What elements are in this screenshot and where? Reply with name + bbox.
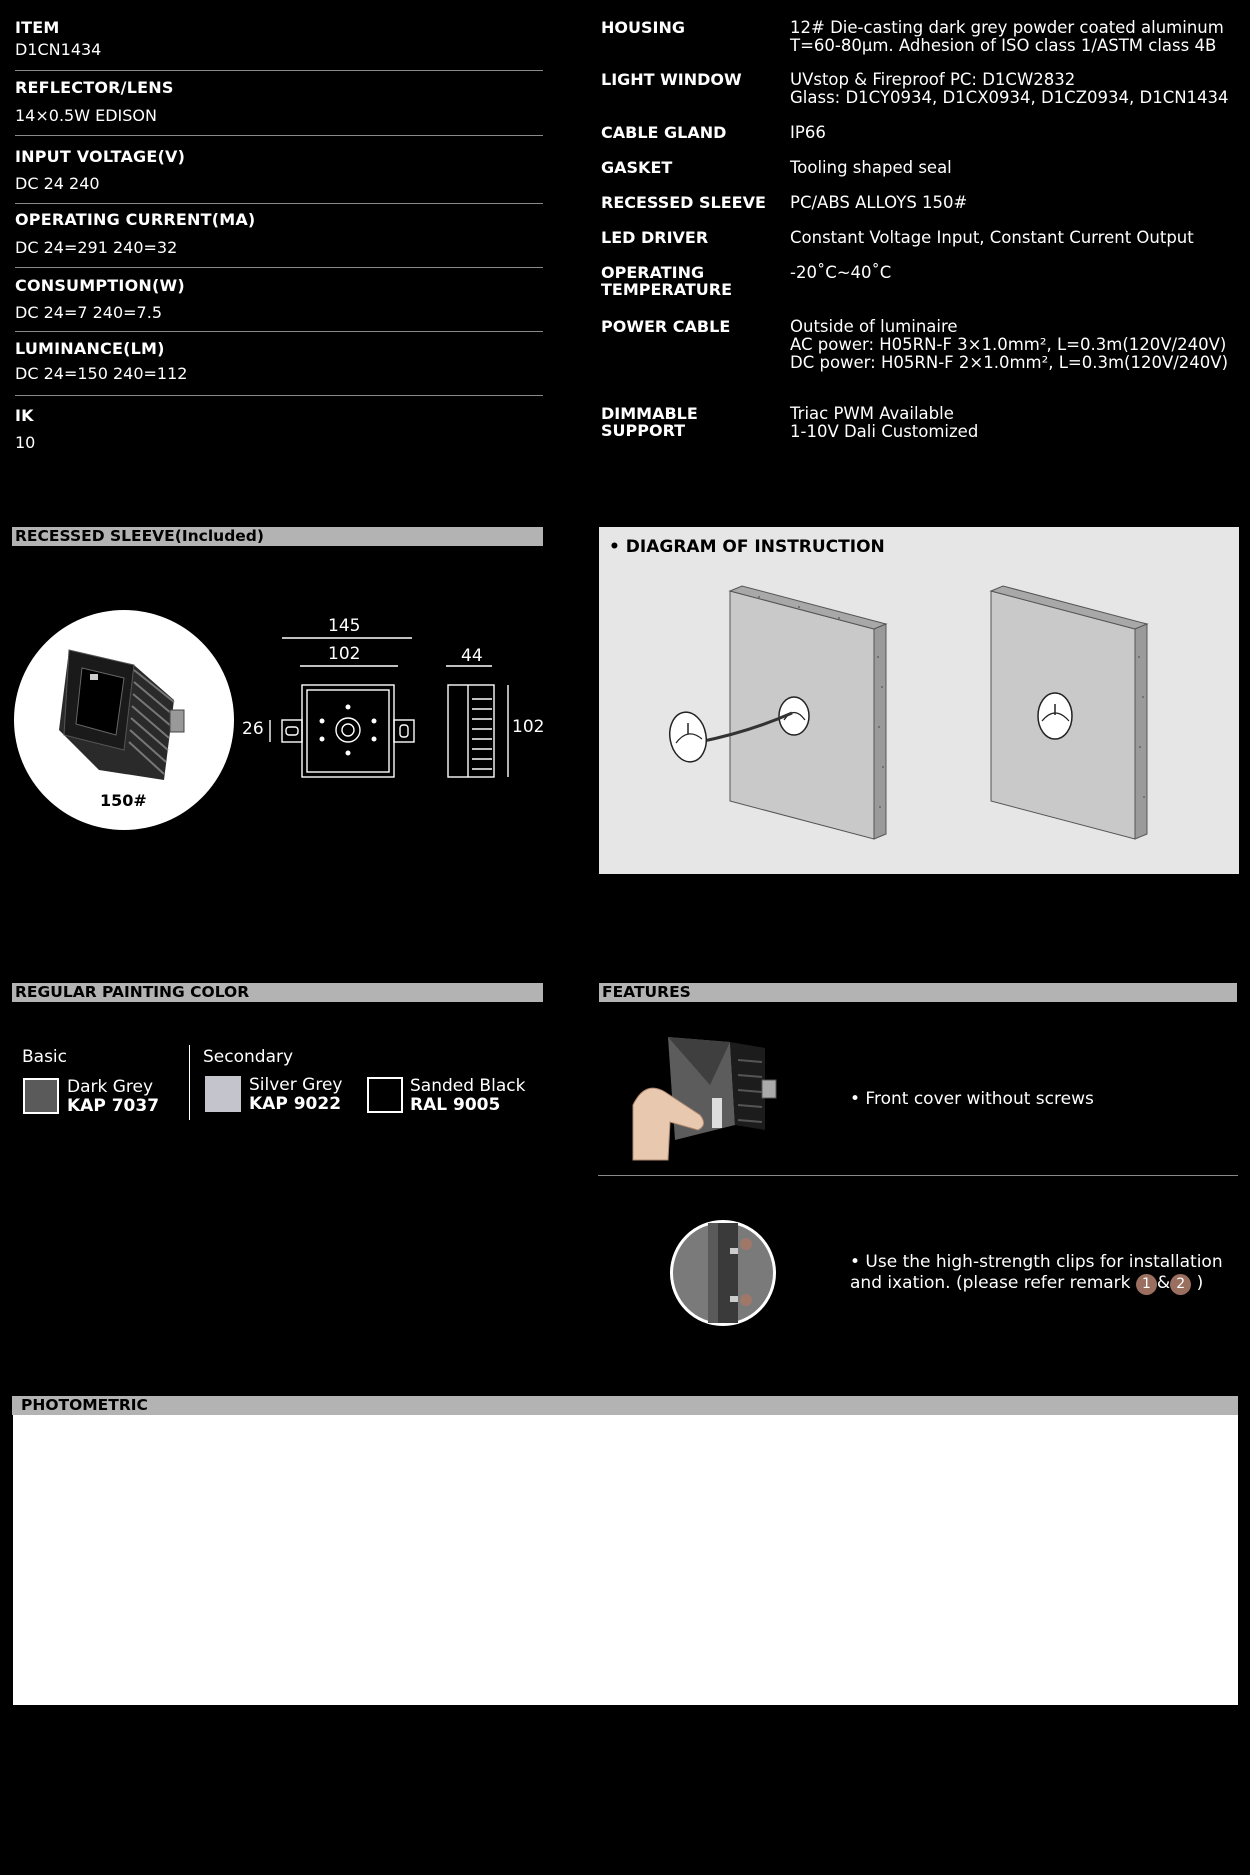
spec-item: [15, 147, 543, 204]
spec-value-line: AC power: H05RN-F 3×1.0mm², L=0.3m(120V/240V): [790, 335, 1227, 354]
spec-value: D1CN1434: [15, 40, 102, 59]
dim-145: 145: [328, 616, 361, 636]
spec-value: DC 24 240: [15, 174, 100, 193]
spec-label: IK: [15, 406, 34, 425]
spec-value: DC 24=291 240=32: [15, 238, 178, 257]
feature-text-1: • Front cover without screws: [850, 1089, 1094, 1109]
color-option: [410, 1077, 525, 1115]
spec-value: [790, 194, 1250, 212]
installation-diagram: [599, 527, 1239, 874]
spec-label: HOUSING: [601, 18, 685, 37]
spec-value: [790, 159, 1250, 177]
spec-value-line: T=60-80μm. Adhesion of ISO class 1/ASTM class 4B: [790, 36, 1217, 55]
dim-102-height: 102: [512, 717, 545, 737]
spec-label: INPUT VOLTAGE(V): [15, 147, 186, 166]
spec-value-line: DC power: H05RN-F 2×1.0mm², L=0.3m(120V/240V): [790, 353, 1229, 372]
color-code: KAP 7037: [67, 1096, 160, 1116]
spec-value: 10: [15, 433, 36, 452]
spec-label: CABLE GLAND: [601, 123, 727, 142]
color-name: Dark Grey: [67, 1077, 154, 1097]
spec-value: [790, 318, 1250, 372]
diagram-panel: [599, 527, 1239, 874]
remark-badge-2: 2: [1170, 1274, 1191, 1295]
diagram-title: • DIAGRAM OF INSTRUCTION: [609, 537, 885, 557]
spec-label: DIMMABLE SUPPORT: [601, 404, 698, 440]
feature-line: • Use the high-strength clips for installation: [850, 1252, 1223, 1272]
spec-value-line: PC/ABS ALLOYS 150#: [790, 193, 968, 212]
features-divider: [598, 1175, 1238, 1176]
badge-close: ): [1196, 1273, 1204, 1293]
spec-item: [15, 78, 543, 136]
spec-label: LUMINANCE(LM): [15, 339, 165, 358]
spec-item: [15, 339, 543, 396]
spec-item: [15, 276, 543, 332]
color-code: KAP 9022: [249, 1094, 342, 1114]
spec-item: [15, 406, 543, 456]
color-code: RAL 9005: [410, 1095, 501, 1115]
feature-text-2: [850, 1252, 1223, 1295]
spec-value: DC 24=7 240=7.5: [15, 303, 162, 322]
spec-value-line: IP66: [790, 123, 826, 142]
dim-44: 44: [461, 646, 483, 666]
sleeve-model-label: 150#: [100, 791, 147, 810]
color-swatch-dark-grey: [23, 1078, 59, 1114]
spec-value-line: Outside of luminaire: [790, 317, 958, 336]
sleeve-dimension-drawing: [240, 615, 560, 785]
spec-value: [790, 229, 1250, 247]
basic-label: Basic: [22, 1047, 68, 1067]
color-swatch-sanded-black: [367, 1077, 403, 1113]
color-name: Silver Grey: [249, 1075, 343, 1095]
features-header: FEATURES: [599, 983, 1237, 1002]
dim-102-width: 102: [328, 644, 361, 664]
spec-value: 14×0.5W EDISON: [15, 106, 157, 125]
spec-value-line: 1-10V Dali Customized: [790, 422, 979, 441]
spec-label: RECESSED SLEEVE: [601, 193, 766, 212]
painting-color-header: REGULAR PAINTING COLOR: [12, 983, 543, 1002]
photometric-header: PHOTOMETRIC: [12, 1396, 1238, 1415]
dim-26: 26: [242, 719, 264, 739]
remark-badge-1: 1: [1136, 1274, 1157, 1295]
spec-value-line: Glass: D1CY0934, D1CX0934, D1CZ0934, D1CN1434: [790, 88, 1229, 107]
badge-amp: &: [1156, 1273, 1171, 1293]
spec-label: CONSUMPTION(W): [15, 276, 185, 295]
spec-value-line: Tooling shaped seal: [790, 158, 952, 177]
color-option: [67, 1078, 159, 1116]
recessed-sleeve-header: RECESSED SLEEVE(Included): [12, 527, 543, 546]
spec-value-line: 12# Die-casting dark grey powder coated aluminum: [790, 18, 1224, 37]
spec-label-line: OPERATING: [601, 263, 705, 282]
spec-label: LED DRIVER: [601, 228, 709, 247]
spec-label-line: TEMPERATURE: [601, 280, 733, 299]
spec-value-line: -20˚C~40˚C: [790, 263, 892, 282]
spec-item: [15, 18, 543, 71]
color-option: [249, 1076, 342, 1114]
spec-value-line: Constant Voltage Input, Constant Current Output: [790, 228, 1194, 247]
feature-line: [850, 1273, 1223, 1295]
spec-label: OPERATING CURRENT(MA): [15, 210, 256, 229]
spec-value: [790, 405, 1250, 441]
spec-value: [790, 264, 1250, 282]
spec-item: [15, 210, 543, 268]
spec-value-line: UVstop & Fireproof PC: D1CW2832: [790, 70, 1076, 89]
spec-value: [790, 124, 1250, 142]
spec-value-line: Triac PWM Available: [790, 404, 954, 423]
spec-label: GASKET: [601, 158, 673, 177]
color-swatch-silver-grey: [205, 1076, 241, 1112]
spec-label: [601, 264, 781, 298]
spec-value: [790, 19, 1250, 55]
secondary-label: Secondary: [203, 1047, 294, 1067]
spec-label: POWER CABLE: [601, 317, 731, 336]
spec-value: DC 24=150 240=112: [15, 364, 188, 383]
spec-label: REFLECTOR/LENS: [15, 78, 174, 97]
spec-value: [790, 71, 1250, 107]
spec-label: LIGHT WINDOW: [601, 70, 742, 89]
photometric-panel: [13, 1415, 1238, 1705]
color-name: Sanded Black: [410, 1076, 526, 1096]
front-cover-image: [630, 1030, 790, 1165]
clips-image: [668, 1218, 778, 1328]
feature-line-text: and ixation. (please refer remark: [850, 1273, 1131, 1293]
color-divider: [189, 1045, 190, 1120]
spec-label: ITEM: [15, 18, 60, 37]
